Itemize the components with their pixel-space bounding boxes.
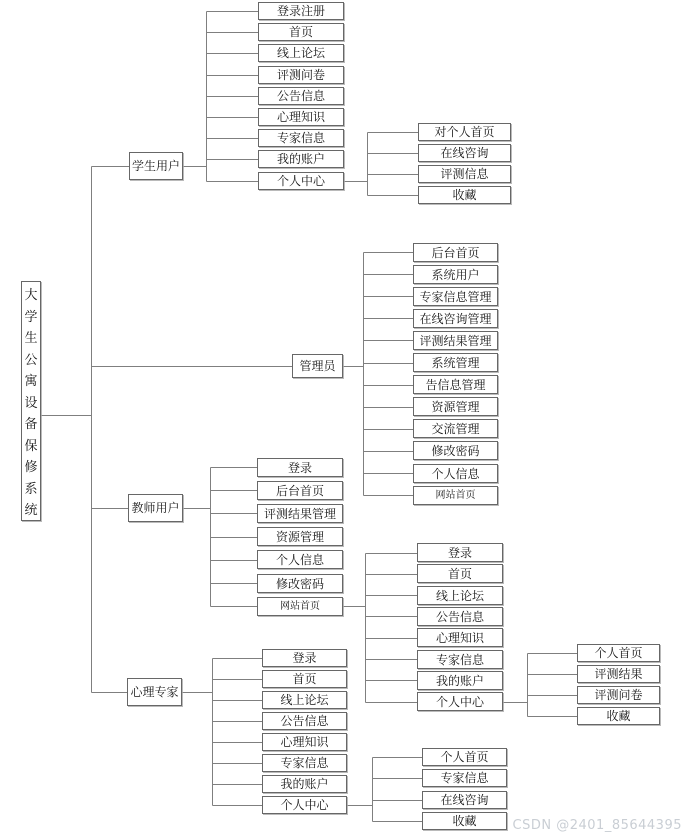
node-psych-3: 公告信息 <box>262 712 347 730</box>
node-psych-personal-center-1: 专家信息 <box>422 769 507 787</box>
node-teacher-6: 网站首页 <box>257 597 343 616</box>
node-teacher-1: 后台首页 <box>257 481 343 500</box>
node-student-user: 学生用户 <box>129 152 183 180</box>
node-psych-expert: 心理专家 <box>127 678 182 706</box>
node-psych-2: 线上论坛 <box>262 691 347 709</box>
node-teacher-site-home-6: 我的账户 <box>417 671 503 690</box>
node-student-7: 我的账户 <box>258 150 344 168</box>
node-student-personal-center-2: 评测信息 <box>418 165 511 183</box>
node-teacher-4: 个人信息 <box>257 550 343 569</box>
node-psych-5: 专家信息 <box>262 754 347 772</box>
node-admin: 管理员 <box>292 354 343 378</box>
node-admin-7: 资源管理 <box>413 397 498 416</box>
node-admin-11: 网站首页 <box>413 486 498 505</box>
node-admin-2: 专家信息管理 <box>413 287 498 306</box>
node-student-4: 公告信息 <box>258 87 344 105</box>
node-admin-10: 个人信息 <box>413 464 498 483</box>
node-teacher-2: 评测结果管理 <box>257 504 343 523</box>
node-admin-6: 告信息管理 <box>413 375 498 394</box>
node-teacher-0: 登录 <box>257 458 343 477</box>
node-teacher-personal-center-0: 个人首页 <box>577 644 660 662</box>
node-psych-personal-center-2: 在线咨询 <box>422 791 507 809</box>
node-teacher-3: 资源管理 <box>257 527 343 546</box>
node-admin-1: 系统用户 <box>413 265 498 284</box>
node-admin-8: 交流管理 <box>413 419 498 438</box>
node-admin-9: 修改密码 <box>413 441 498 460</box>
node-teacher-personal-center-2: 评测问卷 <box>577 686 660 704</box>
node-student-personal-center-3: 收藏 <box>418 186 511 204</box>
node-admin-4: 评测结果管理 <box>413 331 498 350</box>
node-teacher-site-home-4: 心理知识 <box>417 628 503 647</box>
node-psych-personal-center-3: 收藏 <box>422 812 507 830</box>
node-psych-1: 首页 <box>262 670 347 688</box>
node-student-personal-center-1: 在线咨询 <box>418 144 511 162</box>
node-psych-7: 个人中心 <box>262 796 347 814</box>
node-teacher-site-home-1: 首页 <box>417 564 503 583</box>
node-student-6: 专家信息 <box>258 129 344 147</box>
node-teacher-user: 教师用户 <box>128 494 183 522</box>
watermark: CSDN @2401_85644395 <box>512 818 682 833</box>
node-student-0: 登录注册 <box>258 2 344 20</box>
node-admin-5: 系统管理 <box>413 353 498 372</box>
node-teacher-site-home-5: 专家信息 <box>417 650 503 669</box>
node-teacher-site-home-2: 线上论坛 <box>417 586 503 605</box>
node-root: 大学生公寓设备保修系统 <box>21 281 41 521</box>
node-psych-6: 我的账户 <box>262 775 347 793</box>
node-teacher-site-home-0: 登录 <box>417 543 503 562</box>
node-psych-4: 心理知识 <box>262 733 347 751</box>
node-teacher-site-home-3: 公告信息 <box>417 607 503 626</box>
node-student-2: 线上论坛 <box>258 44 344 62</box>
node-admin-3: 在线咨询管理 <box>413 309 498 328</box>
node-teacher-personal-center-1: 评测结果 <box>577 665 660 683</box>
node-teacher-personal-center-3: 收藏 <box>577 707 660 725</box>
node-admin-0: 后台首页 <box>413 243 498 262</box>
node-student-5: 心理知识 <box>258 108 344 126</box>
node-student-8: 个人中心 <box>258 172 344 190</box>
node-psych-0: 登录 <box>262 649 347 667</box>
node-student-3: 评测问卷 <box>258 66 344 84</box>
node-teacher-5: 修改密码 <box>257 574 343 593</box>
node-psych-personal-center-0: 个人首页 <box>422 748 507 766</box>
node-student-personal-center-0: 对个人首页 <box>418 123 511 141</box>
node-teacher-site-home-7: 个人中心 <box>417 692 503 711</box>
node-student-1: 首页 <box>258 23 344 41</box>
